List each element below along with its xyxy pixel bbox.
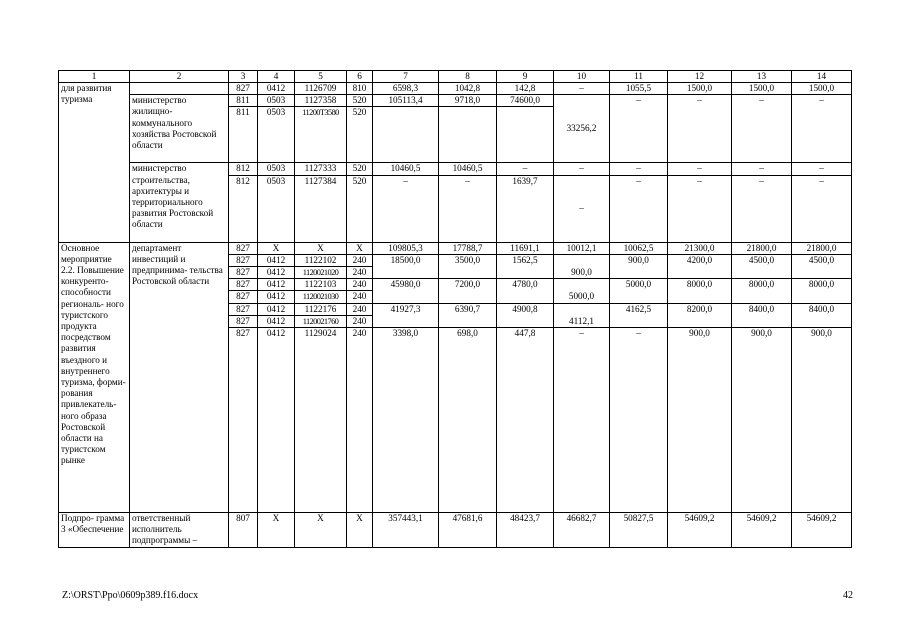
header-cell: 4 [258,71,295,83]
cell: 4200,0 [668,254,732,278]
executor-cell [130,83,229,95]
cell: 1127358 [295,95,347,107]
cell: 5000,0 [554,279,610,303]
cell: – [732,175,792,242]
cell: 18500,0 [373,254,439,278]
cell: 827 [229,328,258,513]
activity-name-cell: Основное мероприятие 2.2. Повышение конкуренто- способности региональ- ного туристского продукта посредством развития въездного и внутреннего туризма, форми- рования привлекатель- ного образа Ростовской области на туристском рынке [59,242,130,512]
cell: – [792,175,852,242]
cell: 520 [347,175,373,242]
cell: 1500,0 [732,83,792,95]
cell: 46682,7 [554,513,610,548]
cell: 0412 [258,83,295,95]
cell: 10012,1 [554,242,610,254]
header-cell: 1 [59,71,130,83]
header-cell: 11 [610,71,668,83]
cell: 3398,0 [373,328,439,513]
cell: 900,0 [668,328,732,513]
cell: 21800,0 [792,242,852,254]
table-row [59,242,852,254]
cell: 45980,0 [373,279,439,303]
cell: – [554,83,610,95]
header-cell: 14 [792,71,852,83]
cell: 827 [229,279,258,291]
cell: 17788,7 [439,242,497,254]
cell: 240 [347,279,373,291]
cell: 4162,5 [610,303,668,327]
cell: 900,0 [610,254,668,278]
cell: 900,0 [732,328,792,513]
cell: 8000,0 [668,279,732,303]
cell: 812 [229,163,258,175]
header-cell: 6 [347,71,373,83]
cell: 0412 [258,279,295,291]
header-cell: 8 [439,71,497,83]
cell: 520 [347,163,373,175]
table-row [59,163,852,175]
cell: 0412 [258,328,295,513]
cell: 900,0 [554,254,610,278]
cell: 827 [229,267,258,279]
cell: 827 [229,315,258,327]
cell: 240 [347,254,373,266]
cell: 1042,8 [439,83,497,95]
cell: – [792,163,852,175]
cell: 41927,3 [373,303,439,327]
cell: Х [258,513,295,548]
cell: 1122176 [295,303,347,315]
cell: 47681,6 [439,513,497,548]
cell: 0412 [258,315,295,327]
header-cell: 3 [229,71,258,83]
cell: 5000,0 [610,279,668,303]
cell: 9718,0 [439,95,497,107]
cell: 357443,1 [373,513,439,548]
cell: 447,8 [497,328,554,513]
cell: 827 [229,83,258,95]
cell: – [668,95,732,163]
table-row [59,95,852,107]
cell: 8200,0 [668,303,732,327]
cell: – [668,175,732,242]
cell: – [554,328,610,513]
cell: Х [295,242,347,254]
cell: 21800,0 [732,242,792,254]
cell: 240 [347,267,373,279]
cell: 7200,0 [439,279,497,303]
cell: 50827,5 [610,513,668,548]
cell: Х [295,513,347,548]
cell: 1122102 [295,254,347,266]
cell: – [792,95,852,163]
activity-name-cell: Подпро- грамма 3 «Обеспечение [59,513,130,548]
cell: 4500,0 [792,254,852,278]
header-cell: 12 [668,71,732,83]
cell: 11200Т3580 [295,107,347,163]
cell: 6598,3 [373,83,439,95]
header-cell: 9 [497,71,554,83]
cell: 109805,3 [373,242,439,254]
cell: 54609,2 [668,513,732,548]
cell: 520 [347,95,373,107]
header-cell: 13 [732,71,792,83]
cell: 21300,0 [668,242,732,254]
cell: 1120021760 [295,315,347,327]
cell: – [554,175,610,242]
cell: 1500,0 [792,83,852,95]
cell: 0503 [258,107,295,163]
page-number: 42 [843,590,853,601]
cell: 105113,4 [373,95,439,107]
cell: 0503 [258,175,295,242]
cell: 827 [229,303,258,315]
header-cell: 7 [373,71,439,83]
cell [373,107,439,163]
cell: Х [347,242,373,254]
cell: – [610,328,668,513]
cell: 8000,0 [732,279,792,303]
header-row [59,71,852,83]
cell: 1120021030 [295,291,347,303]
cell: 240 [347,328,373,513]
cell: 900,0 [792,328,852,513]
cell [439,107,497,163]
cell: 827 [229,291,258,303]
executor-cell: министерство строительства, архитектуры и территориального развития Ростовской области [130,163,229,242]
cell: 54609,2 [792,513,852,548]
executor-cell: департамент инвестиций и предпринима- тельства Ростовской области [130,242,229,512]
document-file-path: Z:\ORST\Ppo\0609p389.f16.docx [62,590,199,601]
cell: 142,8 [497,83,554,95]
cell: Х [258,242,295,254]
cell: 4112,1 [554,303,610,327]
cell: 1126709 [295,83,347,95]
activity-name-cell: для развития туризма [59,83,130,243]
cell: 827 [229,254,258,266]
cell: 1500,0 [668,83,732,95]
cell: 54609,2 [732,513,792,548]
header-cell: 2 [130,71,229,83]
table-row [59,83,852,95]
cell: – [610,95,668,163]
header-cell: 10 [554,71,610,83]
table-row [59,513,852,548]
header-cell: 5 [295,71,347,83]
cell: 0412 [258,303,295,315]
cell: 1129024 [295,328,347,513]
cell: – [497,163,554,175]
cell: 810 [347,83,373,95]
cell: 1127333 [295,163,347,175]
cell: 10062,5 [610,242,668,254]
cell: 4500,0 [732,254,792,278]
cell: Х [347,513,373,548]
cell: 0412 [258,254,295,266]
cell: 240 [347,315,373,327]
cell: 0503 [258,95,295,107]
cell: 8000,0 [792,279,852,303]
cell: 10460,5 [439,163,497,175]
cell: 11691,1 [497,242,554,254]
executor-cell: министерство жилищно- коммунального хозяйства Ростовской области [130,95,229,163]
cell: 4900,8 [497,303,554,327]
cell: 4780,0 [497,279,554,303]
cell: 10460,5 [373,163,439,175]
cell: – [610,163,668,175]
cell: 1127384 [295,175,347,242]
cell: 1122103 [295,279,347,291]
cell: – [439,175,497,242]
cell: 698,0 [439,328,497,513]
cell: 6390,7 [439,303,497,327]
cell: – [732,95,792,163]
cell: 520 [347,107,373,163]
cell: 0412 [258,291,295,303]
budget-table [58,70,852,548]
cell: – [373,175,439,242]
cell [497,107,554,163]
cell: 48423,7 [497,513,554,548]
cell: – [554,163,610,175]
cell: 811 [229,107,258,163]
cell: 0503 [258,163,295,175]
cell: 807 [229,513,258,548]
cell: 8400,0 [792,303,852,327]
cell: – [668,163,732,175]
cell: 8400,0 [732,303,792,327]
cell: 1562,5 [497,254,554,278]
cell: 3500,0 [439,254,497,278]
cell: 240 [347,291,373,303]
cell: – [732,163,792,175]
cell: 0412 [258,267,295,279]
executor-cell: ответственный исполнитель подпрограммы – [130,513,229,548]
cell: 827 [229,242,258,254]
cell: – [610,175,668,242]
cell: 811 [229,95,258,107]
cell: 74600,0 [497,95,554,107]
cell: 1639,7 [497,175,554,242]
cell: 33256,2 [554,95,610,163]
cell: 812 [229,175,258,242]
cell: 1120021020 [295,267,347,279]
cell: 240 [347,303,373,315]
cell: 1055,5 [610,83,668,95]
